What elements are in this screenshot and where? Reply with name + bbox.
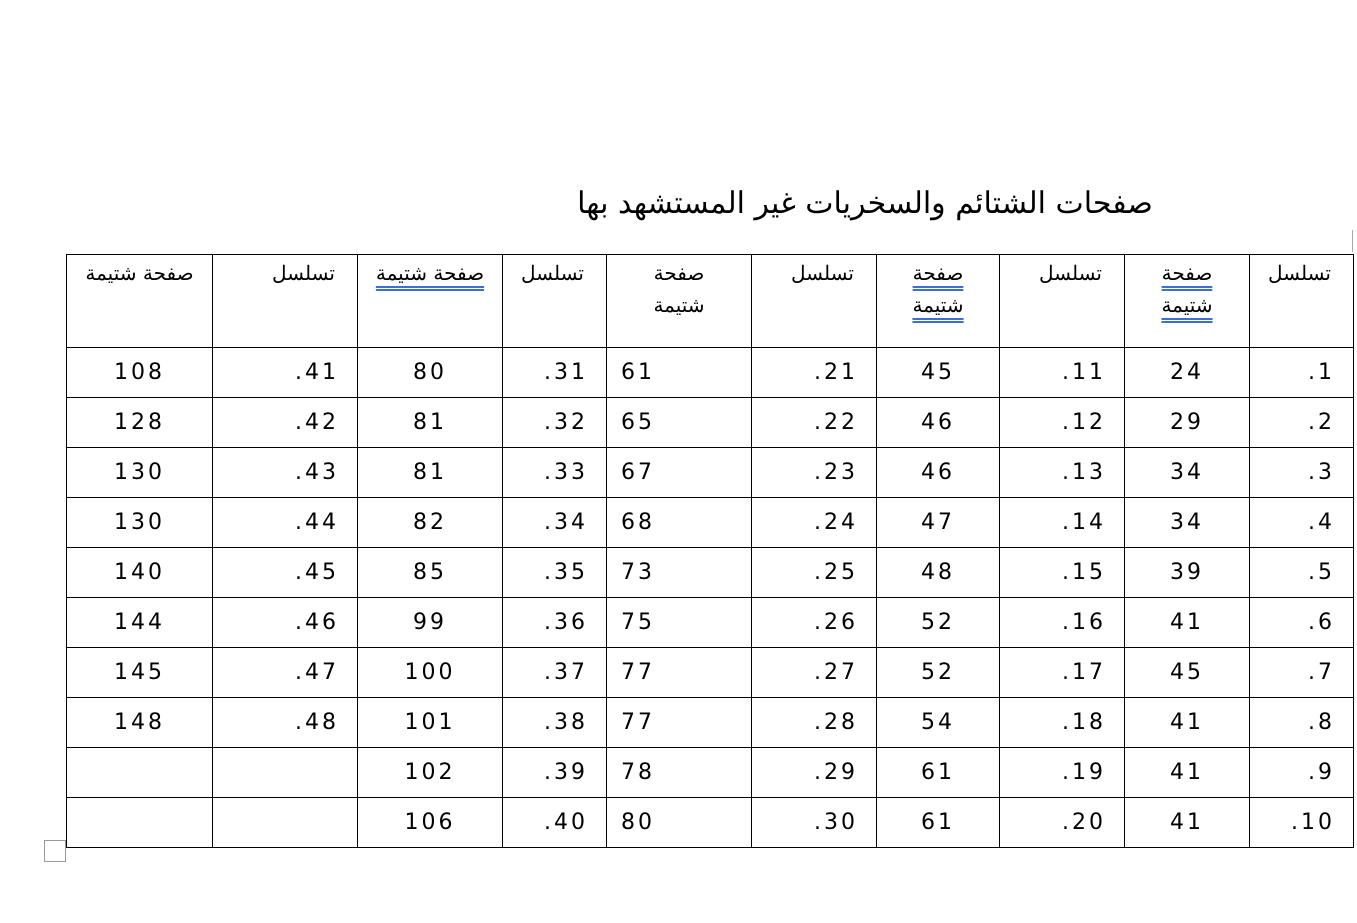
serial-cell: .42 (213, 398, 358, 448)
serial-cell: .39 (503, 748, 607, 798)
page-cell: 47 (877, 498, 1000, 548)
serial-cell: .2 (1250, 398, 1354, 448)
page-cell: 68 (607, 498, 752, 548)
header-serial (213, 255, 358, 348)
page-cell: 41 (1125, 798, 1250, 848)
serial-cell: .26 (752, 598, 877, 648)
table-header-row (67, 255, 1354, 348)
page-cell: 61 (877, 748, 1000, 798)
header-label: تسلسل (520, 261, 584, 285)
header-serial (1250, 255, 1354, 348)
serial-cell (213, 798, 358, 848)
table-row (67, 448, 1354, 498)
page-cell: 73 (607, 548, 752, 598)
table-row (67, 398, 1354, 448)
header-serial (752, 255, 877, 348)
serial-cell: .32 (503, 398, 607, 448)
page-cell: 145 (67, 648, 213, 698)
serial-cell: .33 (503, 448, 607, 498)
page-cell: 46 (877, 448, 1000, 498)
table-row (67, 548, 1354, 598)
page-cell: 78 (607, 748, 752, 798)
serial-cell: .28 (752, 698, 877, 748)
page-cell: 52 (877, 598, 1000, 648)
serial-cell: .4 (1250, 498, 1354, 548)
page-cell: 144 (67, 598, 213, 648)
page-cell: 82 (358, 498, 503, 548)
page-cell: 77 (607, 648, 752, 698)
page-cell: 41 (1125, 598, 1250, 648)
header-page (607, 255, 752, 348)
page-cell: 85 (358, 548, 503, 598)
header-label: تسلسل (1038, 261, 1102, 285)
page-cell (67, 798, 213, 848)
text-cursor-marker (1352, 230, 1357, 252)
serial-cell: .9 (1250, 748, 1354, 798)
table-row (67, 798, 1354, 848)
serial-cell: .16 (1000, 598, 1125, 648)
header-label: صفحة شتيمة (1161, 261, 1213, 317)
table-body (67, 348, 1354, 848)
serial-cell: .19 (1000, 748, 1125, 798)
serial-cell: .21 (752, 348, 877, 398)
serial-cell: .24 (752, 498, 877, 548)
serial-cell: .23 (752, 448, 877, 498)
page-cell (67, 748, 213, 798)
page-cell: 140 (67, 548, 213, 598)
serial-cell: .3 (1250, 448, 1354, 498)
serial-cell: .15 (1000, 548, 1125, 598)
header-label: تسلسل (1267, 261, 1331, 285)
page-cell: 80 (607, 798, 752, 848)
header-page (877, 255, 1000, 348)
page-cell: 65 (607, 398, 752, 448)
document-title: صفحات الشتائم والسخريات غير المستشهد بها (577, 186, 1153, 221)
table-row (67, 348, 1354, 398)
header-page (67, 255, 213, 348)
serial-cell: .7 (1250, 648, 1354, 698)
page-cell: 39 (1125, 548, 1250, 598)
header-label: صفحة شتيمة (653, 261, 705, 317)
page-cell: 99 (358, 598, 503, 648)
page-cell: 100 (358, 648, 503, 698)
header-label: تسلسل (271, 261, 335, 285)
header-label: تسلسل (790, 261, 854, 285)
serial-cell: .37 (503, 648, 607, 698)
page-cell: 102 (358, 748, 503, 798)
serial-cell: .41 (213, 348, 358, 398)
serial-cell: .12 (1000, 398, 1125, 448)
page-cell: 108 (67, 348, 213, 398)
serial-cell: .40 (503, 798, 607, 848)
serial-cell: .14 (1000, 498, 1125, 548)
page-cell: 101 (358, 698, 503, 748)
serial-cell: .46 (213, 598, 358, 648)
page-cell: 81 (358, 398, 503, 448)
table-row (67, 698, 1354, 748)
header-serial (503, 255, 607, 348)
serial-cell: .17 (1000, 648, 1125, 698)
serial-cell: .1 (1250, 348, 1354, 398)
serial-cell: .31 (503, 348, 607, 398)
header-label: صفحة شتيمة (912, 261, 964, 317)
serial-cell: .10 (1250, 798, 1354, 848)
page-cell: 45 (877, 348, 1000, 398)
serial-cell: .5 (1250, 548, 1354, 598)
page-cell: 130 (67, 448, 213, 498)
page-cell: 29 (1125, 398, 1250, 448)
table-resize-handle[interactable] (44, 840, 66, 862)
page-cell: 24 (1125, 348, 1250, 398)
serial-cell: .47 (213, 648, 358, 698)
serial-cell: .35 (503, 548, 607, 598)
header-page (1125, 255, 1250, 348)
table-row (67, 748, 1354, 798)
page-cell: 128 (67, 398, 213, 448)
serial-cell: .8 (1250, 698, 1354, 748)
page-cell: 54 (877, 698, 1000, 748)
serial-cell: .29 (752, 748, 877, 798)
serial-cell: .11 (1000, 348, 1125, 398)
page-cell: 48 (877, 548, 1000, 598)
serial-cell: .22 (752, 398, 877, 448)
page-cell: 130 (67, 498, 213, 548)
page-cell: 41 (1125, 698, 1250, 748)
insults-pages-table (66, 254, 1354, 848)
page-cell: 61 (877, 798, 1000, 848)
serial-cell: .6 (1250, 598, 1354, 648)
header-page (358, 255, 503, 348)
page-cell: 52 (877, 648, 1000, 698)
serial-cell: .18 (1000, 698, 1125, 748)
header-serial (1000, 255, 1125, 348)
page-cell: 77 (607, 698, 752, 748)
page-cell: 80 (358, 348, 503, 398)
serial-cell: .38 (503, 698, 607, 748)
page-cell: 148 (67, 698, 213, 748)
page-cell: 106 (358, 798, 503, 848)
page-cell: 67 (607, 448, 752, 498)
serial-cell: .44 (213, 498, 358, 548)
serial-cell: .25 (752, 548, 877, 598)
page-cell: 75 (607, 598, 752, 648)
page-cell: 34 (1125, 498, 1250, 548)
serial-cell: .45 (213, 548, 358, 598)
serial-cell: .34 (503, 498, 607, 548)
serial-cell: .20 (1000, 798, 1125, 848)
header-label: صفحة شتيمة (85, 261, 194, 285)
header-label: صفحة شتيمة (375, 261, 485, 285)
serial-cell: .30 (752, 798, 877, 848)
serial-cell: .36 (503, 598, 607, 648)
serial-cell: .43 (213, 448, 358, 498)
table-row (67, 498, 1354, 548)
page-cell: 45 (1125, 648, 1250, 698)
page-cell: 41 (1125, 748, 1250, 798)
page-cell: 46 (877, 398, 1000, 448)
serial-cell (213, 748, 358, 798)
page-cell: 81 (358, 448, 503, 498)
page-cell: 61 (607, 348, 752, 398)
page-cell: 34 (1125, 448, 1250, 498)
table-row (67, 648, 1354, 698)
serial-cell: .13 (1000, 448, 1125, 498)
serial-cell: .27 (752, 648, 877, 698)
serial-cell: .48 (213, 698, 358, 748)
table-row (67, 598, 1354, 648)
